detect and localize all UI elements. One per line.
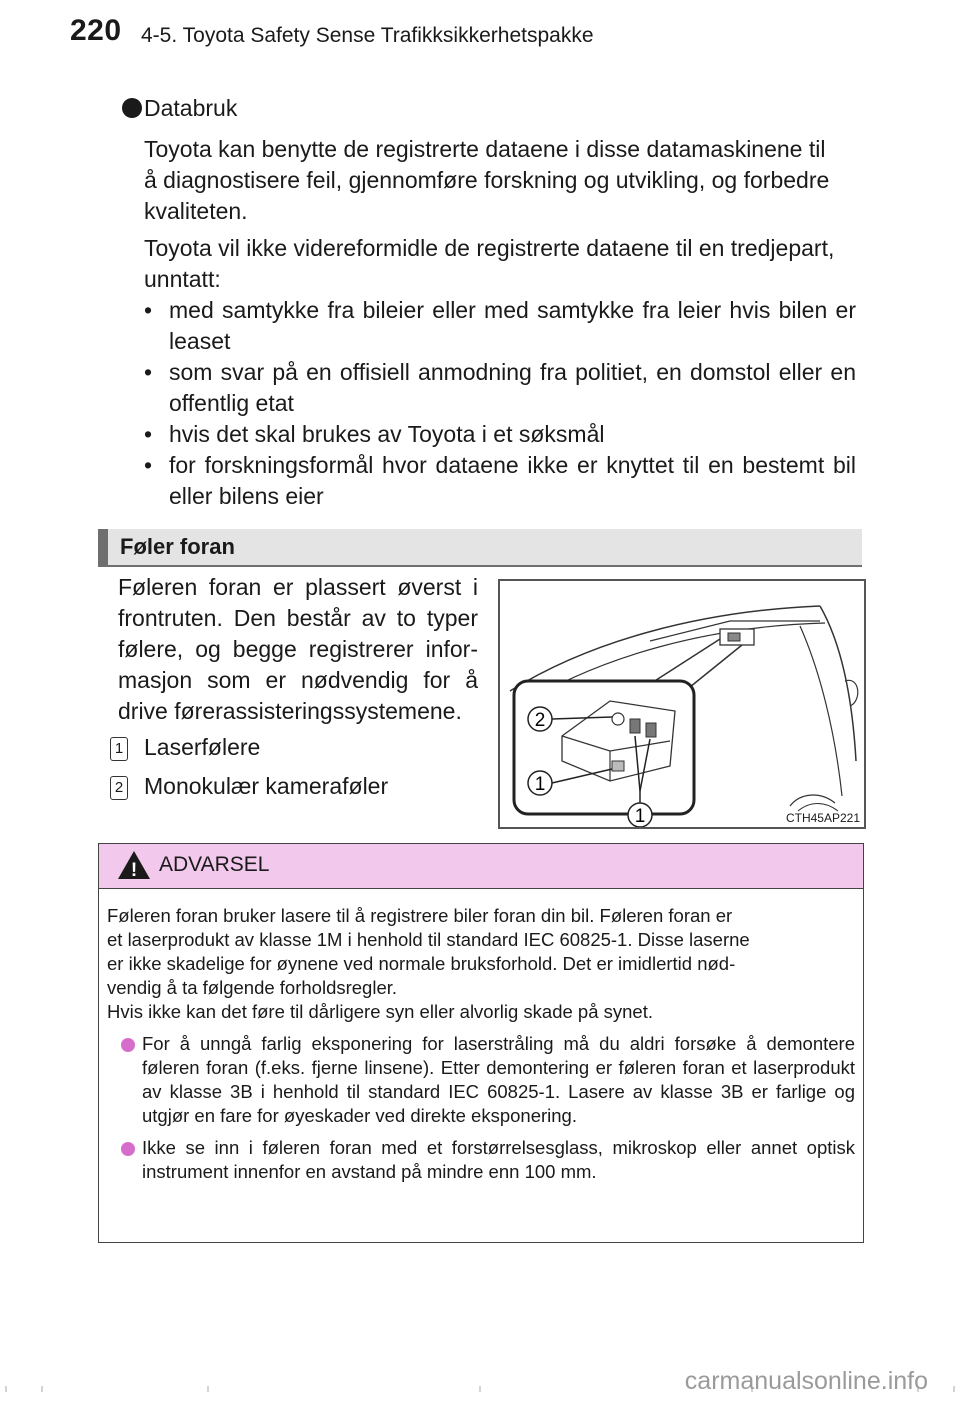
warning-line: Føleren foran bruker lasere til å registrere biler foran din bil. Føleren foran er: [107, 905, 733, 926]
warning-bullet-text: For å unngå farlig eksponering for laserstråling må du aldri forsøke å demontere føleren foran (f.eks. fjerne linsene). Etter demontering er føleren foran et laserprodukt av klasse 3B i henhold til standard IEC 60825-1. Lasere av klasse 3B er farlige og utgjør en fare for øyeskader ved direkte eksponering.: [142, 1033, 855, 1126]
list-item-text: som svar på en offisiell anmodning fra politiet, en domstol eller en offentlig etat: [169, 359, 856, 416]
list-item-text: for forskningsformål hvor dataene ikke er knyttet til en bestemt bil eller bilens eier: [169, 452, 856, 509]
warning-bullet-text: Ikke se inn i føleren foran med et forstørrelsesglass, mikroskop eller annet optisk instrument innenfor en avstand på mindre enn 100 mm.: [142, 1137, 855, 1182]
callout-label: 2: [534, 710, 546, 731]
item-label: Monokulær kameraføler: [144, 773, 389, 799]
warning-line: et laserprodukt av klasse 1M i henhold til standard IEC 60825-1. Disse laserne: [107, 929, 750, 950]
bullet-icon: •: [144, 297, 153, 323]
figure-code: CTH45AP221: [785, 811, 860, 825]
sensor-item-1: [110, 734, 260, 761]
bullet-icon: •: [144, 421, 153, 447]
windshield-sensor-drawing: [500, 581, 864, 827]
list-item: [144, 295, 856, 357]
watermark: carmanualsonline.info: [684, 1367, 928, 1395]
warning-body: [107, 904, 855, 1184]
databruk-paragraph-1: [144, 134, 856, 227]
warning-title: ADVARSEL: [159, 853, 270, 876]
list-item: [144, 450, 856, 512]
item-label: Laserfølere: [144, 734, 261, 760]
list-item-text: hvis det skal brukes av Toyota i et søksmål: [169, 421, 605, 447]
chapter-title: 4-5. Toyota Safety Sense Trafikksikkerhetspakke: [141, 24, 594, 47]
list-item: [144, 357, 856, 419]
paragraph-line: Toyota vil ikke videreformidle de registrerte dataene til en tredjepart,: [144, 235, 835, 261]
callout-label: 1: [634, 806, 646, 827]
paragraph-line: kvaliteten.: [144, 198, 248, 224]
callout-label: 1: [534, 774, 546, 795]
list-item-text: med samtykke fra bileier eller med samtykke fra leier hvis bilen er leaset: [169, 297, 856, 354]
bullet-icon: •: [144, 359, 153, 385]
warning-triangle-icon: [117, 850, 151, 880]
warning-line: Hvis ikke kan det føre til dårligere syn eller alvorlig skade på synet.: [107, 1001, 653, 1022]
section-header: [98, 529, 862, 567]
databruk-paragraph-2: [144, 233, 856, 295]
section-title: Føler foran: [120, 534, 235, 559]
sensor-description: Føleren foran er plassert øverst i frontruten. Den består av to typer følere, og begge registrerer infor-masjon som er nødvendig for å drive førerassisteringssystemene.: [118, 574, 478, 724]
pink-bullet-icon: [121, 1142, 135, 1156]
warning-glyph: !: [130, 860, 138, 880]
paragraph-line: å diagnostisere feil, gjennomføre forskning og utvikling, og forbedre: [144, 167, 830, 193]
paragraph-line: Toyota kan benytte de registrerte dataene i disse datamaskinene til: [144, 136, 826, 162]
warning-box: [98, 843, 864, 1243]
item-number-badge: 2: [110, 776, 128, 800]
warning-line: er ikke skadelige for øynene ved normale bruksforhold. Det er imidlertid nød-: [107, 953, 736, 974]
paragraph-line: unntatt:: [144, 266, 221, 292]
exceptions-list: [144, 295, 856, 512]
warning-header: [99, 844, 863, 889]
warning-bullet: [107, 1136, 855, 1184]
pink-bullet-icon: [121, 1038, 135, 1052]
heading-bullet-icon: [122, 98, 142, 118]
sensor-item-2: [110, 773, 388, 800]
warning-line: vendig å ta følgende forholdsregler.: [107, 977, 398, 998]
bullet-icon: •: [144, 452, 153, 478]
item-number-badge: 1: [110, 737, 128, 761]
sensor-illustration: [498, 579, 866, 829]
databruk-heading: Databruk: [144, 95, 238, 121]
section-accent: [98, 529, 108, 565]
page-number: 220: [70, 14, 122, 47]
list-item: [144, 419, 856, 450]
warning-bullet: [107, 1032, 855, 1128]
